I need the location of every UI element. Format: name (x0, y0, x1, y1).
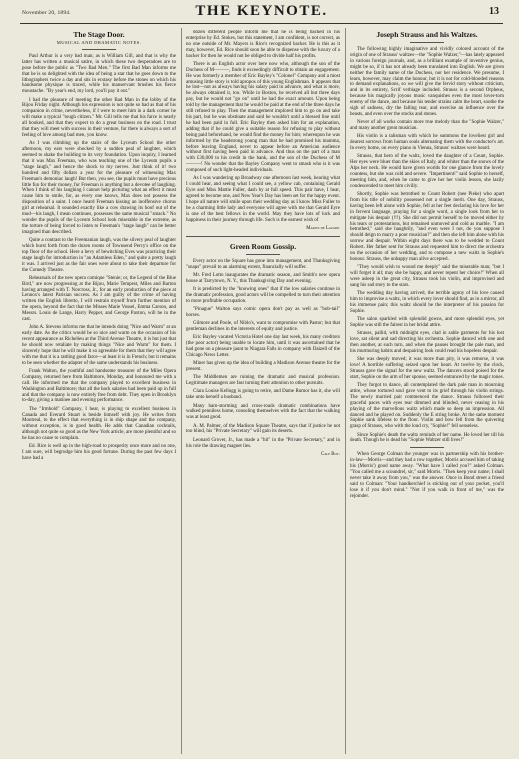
author-signature: Marius de Lazare. (306, 225, 340, 231)
issue-date: November 20, 1894. (22, 10, 71, 16)
article-paragraph: When George Colman the younger was in partnership with his brother-in-law—Morris—and they had a row together, Morris accused him of taking his (Morris') good name away. "What have I called you?" asked Colman. "You called me a scoundrel, sir," said Morris. "Then keep your name; I shall never take it away from you," was the answer. Once in Bond street a friend said to Colman: "Your handkerchief is sticking out of your pocket, you'll lose it if you don't mind." "Not if you walk in front of me," was the rejoinder. (350, 452, 504, 499)
gossip-item: Miner has given up the idea of building a Madison Avenue theatre for the present. (186, 361, 340, 373)
article-paragraph: Strauss, that hero of the waltz, loved the daughter of a Count, Sophie. Her eyes were bluer than the skies of Italy, and whiter than the snows of the Alps her neck. He would have given worlds for one glance from the lovely countess, but she was cold and severe. "Impertinent!" said Sophie to herself, meeting him, and, when he came to give her her violin lesson, she lazily condescended to meet him civilly. (350, 154, 504, 189)
column-middle (186, 30, 340, 752)
article-paragraph: The wedding day having arrived, the terrible agony of his love caused him to improvise a waltz, in which every lover should find, as in a mirror, all his immense pain; this waltz should be the interpreter of his passion for Sophie. (350, 291, 504, 314)
article-paragraph: His violin is a talisman with which he summons the loveliest girl and dearest sorrows from human souls alternating them with the conductor's art. In every home, on every piano in Vienna, Strauss' waltzes were heard. (350, 134, 504, 152)
article-paragraph: They forgot to dance, all contemplated the dark pale man in mourning attire, whose tortured soul gave vent to its grief through his violin strings. The newly married pair commenced the dance. Strauss followed their graceful paces with eyes tear dimmed and blinded, never ceasing in his playing of the marvellous waltz which made so deep an impression. All danced and he played on. Suddenly the E string broke. At the same moment Sophie sank lifeless to the floor. Violin and bow fell from the quivering grasp of Strauss, who with the loud cry, "Sophie!" fell senseless. (350, 383, 504, 430)
section-separator (82, 49, 116, 50)
article-paragraph: I had the pleasure of meeting the other Bad Man in the lobby of the Bijou Friday night. Although his expression is not quite so bad as that of his companion in crime, nevertheless, if I were to meet him in a dark corner he will make a typical "tough citizen." Mr. Gill tells me that his farce is nearly all booked, and that they expect to do a great business on the road. I trust that they will meet with success in their venture, for there is always a sort of feeling of love among bad men, you know. (22, 97, 176, 138)
gossip-signature: Cale Boy. (321, 451, 340, 457)
article-paragraph: Frank Walton, the youthful and handsome treasurer of the Miles Opera Company, returned here from Baltimore, Monday, and honoured me with a call. He informed me that the company played to excellent business in Washington and Baltimore; that all the back salaries had been paid up in full and that the company is now entirely free from debt. They open in Brooklyn to-day, giving a matinee and evening performance. (22, 368, 176, 404)
gossip-item: "Pinague" Walton says comic opera don't pay as well as "bob-tail" horses. (186, 307, 340, 318)
article-paragraph: The "Irmbold" Company, I hear, is playing to excellent business in Canada and Everard Stuart is beside himself with joy. He writes from Montreal, to the effect that everything is in ship shape and the company, without exception, is in good health. He adds that Canadian cocktails, although not quite so good as the New York article, are more plentiful and so he has no cause to complain. (22, 406, 176, 442)
article-paragraph: dozen different people inform me that he is being backed in his enterprise by Ed. Stokes, but this statement, I am confident, is not correct, as no one outside of Mr. Mayers is Rice's recognized backer. He is this as it may, however, Ed. Rice should soon be able to dispense with the luxury of a backer for then he would not be obliged to divide half his profits. (186, 30, 340, 59)
article-paragraph: Since Sophie's death the waltz reminds of her name. He loved her till his death. Though he is dead his "Sophie Waltzer still lives!" (350, 432, 504, 444)
gossip-item: Mr. Fred Lotto inaugurates the dramatic season, and Smith's new opera house at Tarrytown, N. Y., this Thanksgiving Day and evening. (186, 272, 340, 284)
article-paragraph: There is an English actor over here now who, although the son of the Duchess of M———, finds it exceedingly difficult to obtain an engagement. He was formerly a member of Eric Bayley's "Colonel" Company and a most amusing little story is told apropos of this young Englishman. It appears that he lost—not as always having his salary paid in advance, and what is more, he always obtained it, too. While in Boston, he received all but three days pay, but he would not "go on" until he had the exact amount. Upon being told by the management that he would be paid at the end of the three days he still refused to play. Then the management implored him to go on and take his part, but he was obstinate and said he wouldn't until a blessed line until he had been paid in full. Eric Bayley then asked him for an explanation, adding that if he could give a suitable reason for refusing to play without being paid beforehand, he would find the money for him; whereupon he was informed by the headstrong young man that he had promised his mamma, before leaving England, never to appear before an American audience without first having been paid in advance. And thus on the part of a man with £30,000 to his credit in the bank, and the son of the Duchess of M———! No wonder that the Bayley Company went to smash who is it was composed of such light-headed individuals. (186, 61, 340, 174)
article-paragraph: She was deeply moved; it was more than pity, it was remorse, it was love! A horrible suffering seized upon her heart. At twelve by the clock, Strauss gave the signal for the new waltz. The dancers stood poised for the start, Sophie on the arm of her spouse, seemed entranced by the magic tones. (350, 357, 504, 380)
gossip-item: Every actor on the Square has gone into management, and Thanksgiving "snaps" prevail to an alarming extent, financially will suffer. (186, 258, 340, 270)
gossip-item: Clara Louise Kellogg is going to retire, and Dame Rumor has it, she will take unto herself a husband. (186, 389, 340, 401)
gossip-item: Leonard Grover, Jr., has made a "hit" in the "Private Secretary," and in his role the drawing magnet lies. (186, 437, 340, 449)
article-paragraph: The salon sparkled with splendid gowns, and more splendid eyes, yet Sophie was still the fairest in her bridal attire. (350, 317, 504, 328)
page-number: 13 (489, 6, 499, 17)
article-paragraph: As I was wandering up Broadway one afternoon last week, hearing what I could hear, and seeing what I could see, a yellow cab, containing Gerald Eyre and Miss Mattie Fuller, dash by at full speed. This pair have, I hear, agreed to become one, and New Year's Day has been set for the happy event. I hope all nature will smile upon their wedding day as I know Miss Fuller to be a charming little lady and everyone will agree with me that Gerald Eyre is one of the best fellows in the world. May they have lots of luck and happiness in their journey through life. Such is the earnest wish of (186, 176, 340, 223)
page-header (22, 4, 501, 22)
article-paragraph: The following highly imaginative and vividly colored account of the origin of one of Strauss' waltzes—the "Sophie Walzer,"—has lately appeared in various foreign journals, and, as a brilliant example of inventive genius, might be so, if it has not already been translated into English. We are given neither the family name of the Duchess, nor her residence. We presume, I learn, however, may claim the honour, but it is not for cold-blooded reasons to demand explanations, so we will give the fervid story without criticism, and in its entirety, Scrif verbiage included. Strauss is a second Orpheus, because his magically joyous music vanquishes even the most lover-torn enemy of the dance, and because his tender strains calm the heart, soothe the sigh of sadness, dry the falling tear, and exercise an influence over the beasts, and even over the stocks and stones. (350, 47, 504, 117)
section-separator (410, 42, 444, 43)
gossip-item: Gilmore and Poole, of Niblo's, want to compromise with Pastor; but that gentleman declines in the interests of equity and justice. (186, 321, 340, 333)
article-paragraph: Rehearsals of the new opera comique "Stenie; or, the Legend of the Blue Bird," are now progressing at the Bijou, Marie Tempest, Miles and Barton having arranged with T. Norcross, Jr., for an early production of the piece at Lennox's latest Parisian success. As I am guilty of the crime of having written the English libretto, I will restrain myself from further mention of the opera, beyond the fact that the Misses Marie Vossel, Emma Carson, and Messrs. Louis de Lange, Harry Pepper, and George Paxton, will be in the cast. (22, 275, 176, 323)
article-paragraph: Quite a contrast to the Freemanian laugh, was the silvery peal of laughter which burst forth from the dozen rooms of Townsend Percy's office on the top floor of the school. Here a bevy of bewitching Eves was practicing their stage laugh for introduction in "an Adamless Eden," and quite a pretty laugh it was. I arrived just as the fair ones were about to take their departure for the Comedy Theatre. (22, 237, 176, 273)
article-paragraph: "They would wish to wound me deeply" said the miserable man; "but I will forget it all; may she be happy, and never repent her choice!" When all were asleep in the great city, Strauss took his violin, and improvised and sang his sad story to the stars. (350, 265, 504, 288)
article-title: The Stage Door. (73, 30, 125, 39)
header-rule (20, 23, 503, 24)
article-paragraph: Strauss, pallid, with midnight eyes, clad in sable garments for his lost love, sat silent and sad directing his orchestra. Sophie danced with one and then another, at such turn, and when the pauses brought the pale man, and his murmuring habits and despairing look could read his hopeless despair. (350, 331, 504, 354)
section-separator (246, 254, 280, 255)
article-paragraph: Paul Arthur is a very bad man; as is William Gill, and that is why the latter has written a musical satire, in which these two desperadoes are to pose before the public as "Two Bad Men." The first Bad Man informs me that he is so delighted with the idea of being a star that he goes down to the lithographers twice a day and sits in ecstasy before the stones on which his handsome physique is traced, while his manservant brushes his fierce moustache. "By year's end, my lord, you'll pay it out." (22, 53, 176, 95)
gossip-item: A. M. Palmer, of the Madison Square Theatre, says that if justice be not too blind, his "Private Secretary" will gain its deserts. (186, 423, 340, 435)
article-subtitle: MUSICAL AND DRAMATIC NOTES. (56, 40, 142, 45)
column-divider (181, 28, 182, 754)
article-paragraph: Ed. Rice is well up in the high-road to prosperity once more and no one, I am sure, will begrudge him his good fortune. During the past few days I have had a (22, 444, 176, 462)
gossip-item: It is predicted by the "knowing ones" that if the low salaries continue in the dramatic profession, good actors will be compelled to turn their attention to more profitable occupation. (186, 287, 340, 304)
gossip-item: Eric Bayley vacated Victoria Hotel one day last week, his many creditors (the poor actor) being unable to locate him, until it was ascertained that he had gone on a pleasure jaunt to Niagara Falls in company with Daizell of the Chicago News Letter. (186, 335, 340, 358)
gossip-item: Many barn-storming and cross-roads dramatic combinations have walked penniless home, consoling themselves with the fact that the walking was at least good. (186, 403, 340, 421)
column-left (22, 30, 176, 752)
gossip-title: Green Room Gossip. (229, 241, 297, 251)
article-paragraph: As I was climbing up the stairs of the Lyceum School the other afternoon, my ears were shocked by a sudden peal of laughter, which seemed to shake the building to its very foundation. Upon inquiry, I learned that it was Max Freeman, who was teaching one of the Lyceum pupils a "stage laugh," and hence the shock to my nerves. Just think of it! two hundred and fifty dollars a year for the pleasure of witnessing Max Freeman's demoniac laugh! But then, you see, the pupils must have precious little fun for their money, for Freeman is anything but a devotee of laughing. When I think of his laughing I cannot help picturing what an effect it must cause him to smile, for, as every one knows, Max does not possess the disposition of a saint. I once heard Freeman kissing an inoffensive chorus girl at rehearsal. It sounded exactly like a cow drawing its hoof out of the mud—his laugh, I mean continues, possesses the same musical "smack." No wonder the pupils of the Lyceum School look miserable in the extreme, as the torture of being forced to listen to Freeman's "stage laugh" can be better imagined than described. (22, 141, 176, 235)
column-right (350, 30, 504, 752)
article-title: Joseph Strauss and his Waltzes. (376, 30, 478, 39)
gossip-item: The Middlemen are ruining the dramatic and musical profession. Legitimate managers are fast turning their attention to other pursuits. (186, 375, 340, 387)
article-paragraph: Never of all works contain more true melody than the "Sophie Walzer," and many another great musician. (350, 120, 504, 132)
section-separator (410, 447, 444, 448)
column-divider (345, 28, 346, 754)
article-paragraph: Shortly, Sophie was betrothed to Count Robert (nee Pieke) who apart from his title of nobility possessed not a single merit. One day, Strauss, having been left alone with Sophie, fell at her feet declaring his love for her in fervent language, praying for a single word, a single look from her to mitigate his despair (!!!). She did not permit herself to be moved either by his tears or protestations, but remained unmoved and cold as marble. "I am betrothed," said she haughtily, "and even were I not, do you suppose I should deign to marry a poor musician?" and then she left him alone with his sorrow and despair. Within eight days there was to be wedded to Count Robert. Her father sent for Strauss and requested him to direct the orchestra on the occasion of her wedding, and to compose a new waltz in Sophie's honour. Strauss, the unhappy man alive accepted. (350, 192, 504, 262)
section-rule (186, 236, 340, 237)
masthead-title: THE KEYNOTE. (195, 3, 328, 19)
article-paragraph: John A. Stevens informs me that he intends doing "Nice and Warm" at an early date. As the critics would be so nice and warm on the occasion of his recent appearance as Richelieu at the Third Avenue Theatre, it is but just that he should now retaliate by making things "Nice and Warm" for them. I sincerely hope that he will make it so agreeable for them that they will agree with me that it is a rattling good farce—at least it is in French; but it remains to be seen whether the adapter of the same understands his business. (22, 325, 176, 366)
